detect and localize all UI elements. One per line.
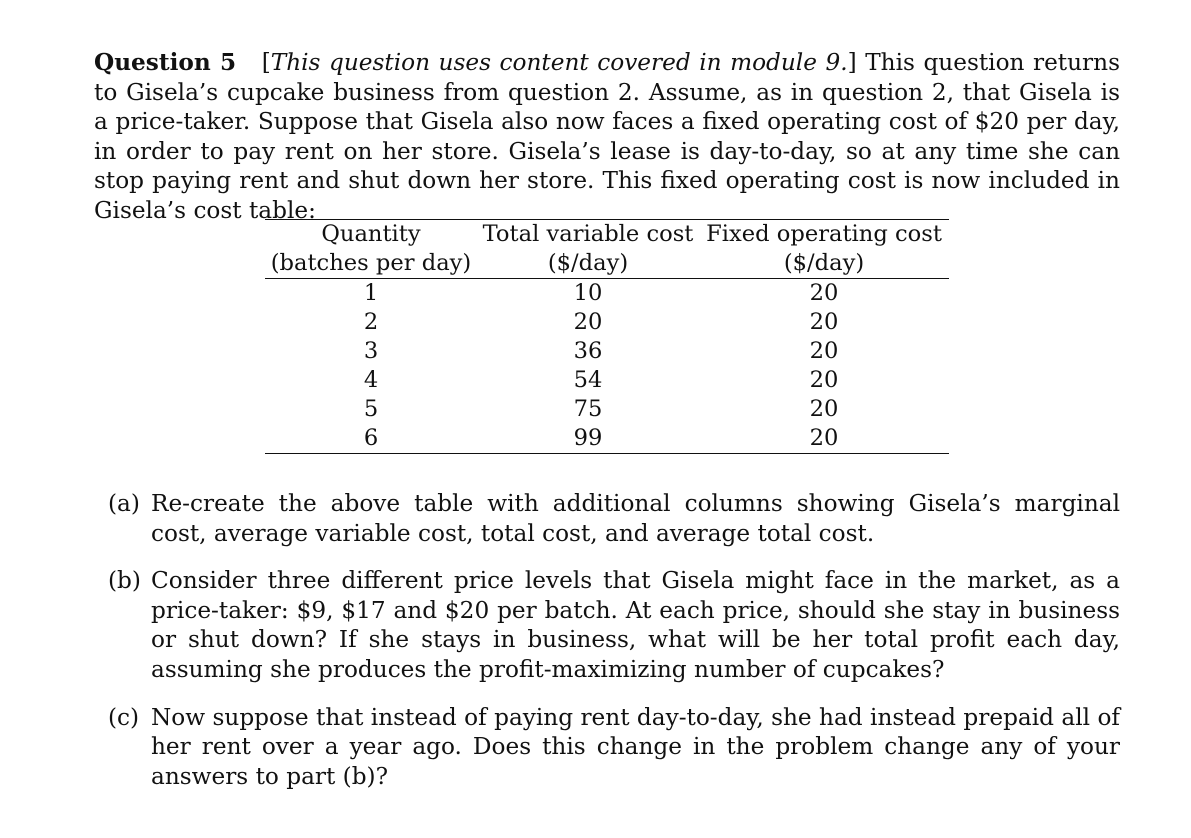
header-foc-line1: Fixed operating cost [699,220,949,250]
header-quantity-line2: (batches per day) [265,249,477,279]
question-parts [108,489,1120,809]
table-row [265,366,949,395]
cell-quantity: 3 [363,338,379,364]
question-label: Question 5 [94,49,237,76]
header-foc-line2: ($/day) [699,249,949,279]
cost-table [265,219,949,454]
part-label: (b) [108,567,141,595]
question-intro [94,48,1120,226]
cell-fixed-operating-cost: 20 [699,424,949,454]
part-text: Re-create the above table with additional columns showing Gisela’s marginal cost, average variable cost, total cost, and average total cost. [151,490,1120,547]
cell-quantity: 1 [363,280,379,306]
cell-total-variable-cost: 20 [573,309,603,335]
cell-quantity: 2 [363,309,379,335]
part-b [108,566,1120,684]
cell-quantity: 4 [363,367,379,393]
cell-fixed-operating-cost: 20 [809,367,839,393]
part-text: Now suppose that instead of paying rent day-to-day, she had instead prepaid all of her rent over a year ago. Does this change in the problem change any of your answers to part (b)? [151,703,1120,790]
cell-quantity: 5 [363,396,379,422]
table-row [265,424,949,454]
cell-total-variable-cost: 36 [573,338,603,364]
cell-total-variable-cost: 99 [477,424,699,454]
table-header-row [265,220,949,250]
part-label: (a) [108,490,140,517]
cell-fixed-operating-cost: 20 [809,338,839,364]
cell-total-variable-cost: 10 [573,280,603,306]
table-row [265,308,949,337]
table-row [265,279,949,309]
cell-quantity: 6 [265,424,477,454]
table-row [265,337,949,366]
cost-table-wrapper [265,219,949,454]
intro-text: This question returns to Gisela’s cupcake business from question 2. Assume, as in question 2, that Gisela is a price-taker. Suppose that Gisela also now faces a fixed operating cost of $20 per day, in order to pay rent on her store. Gisela’s lease is day-to-day, so at any time she can stop paying rent and shut down her store. This fixed operating cost is now included in Gisela’s cost table: [94,49,1120,224]
cell-total-variable-cost: 75 [573,396,603,422]
part-a [108,489,1120,548]
header-quantity-line1: Quantity [265,220,477,250]
cell-fixed-operating-cost: 20 [809,309,839,335]
part-text: Consider three different price levels that Gisela might face in the market, as a price-taker: $9, $17 and $20 per batch. At each price, should she stay in business or shut down? If she stays in business, what will be her total profit each day, assuming she produces the profit-maximizing number of cupcakes? [151,567,1120,683]
cell-total-variable-cost: 54 [573,367,603,393]
header-tvc-line1: Total variable cost [477,220,699,250]
note-close-bracket: ] [847,49,857,76]
note-open-bracket: [ [261,49,271,76]
cell-fixed-operating-cost: 20 [809,280,839,306]
part-label: (c) [108,703,140,731]
header-tvc-line2: ($/day) [477,249,699,279]
question-page [94,48,1120,790]
module-note: This question uses content covered in module 9. [270,49,848,76]
cell-fixed-operating-cost: 20 [809,396,839,422]
part-c [108,703,1120,792]
table-header-row [265,249,949,279]
table-row [265,395,949,424]
